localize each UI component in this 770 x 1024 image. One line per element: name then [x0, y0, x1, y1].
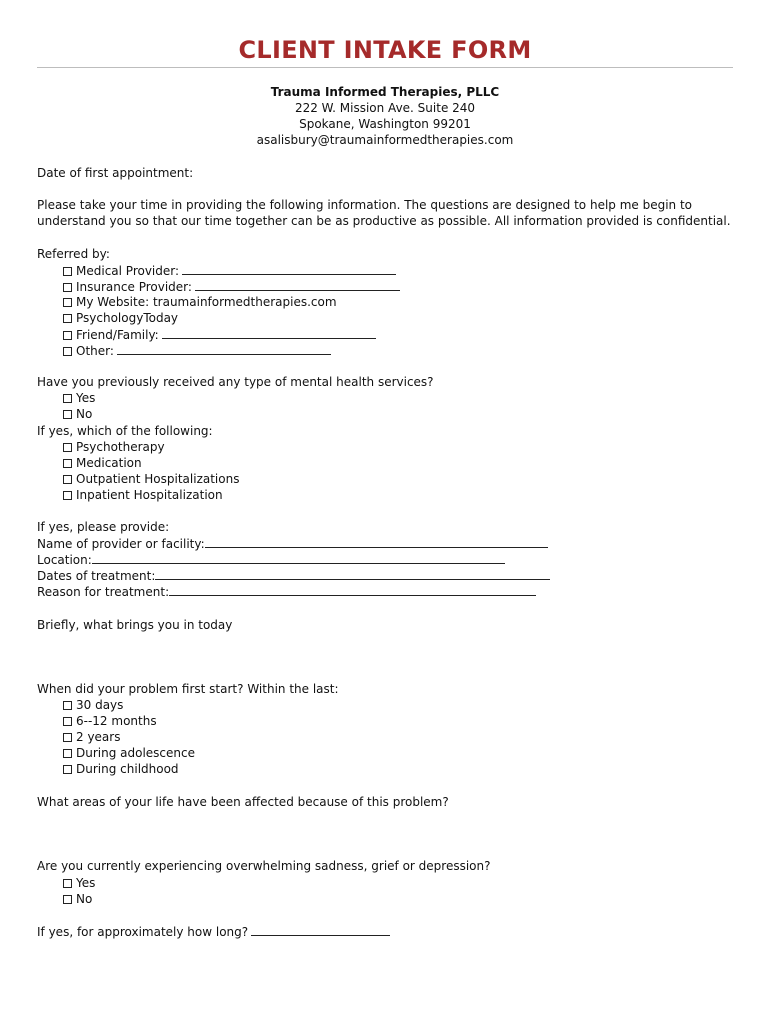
referred-option-website[interactable]: My Website: traumainformedtherapies.com: [63, 295, 337, 309]
referred-option-friend-family[interactable]: Friend/Family:: [63, 327, 376, 342]
checkbox-icon[interactable]: [63, 331, 72, 340]
practice-street: 222 W. Mission Ave. Suite 240: [294, 101, 476, 115]
checkbox-icon[interactable]: [63, 394, 72, 403]
problem-start-adolescence[interactable]: During adolescence: [63, 746, 195, 760]
practice-email: asalisbury@traumainformedtherapies.com: [256, 133, 514, 147]
dates-of-treatment-field[interactable]: Dates of treatment:: [37, 568, 550, 583]
reason-for-treatment-field[interactable]: Reason for treatment:: [37, 584, 536, 599]
checkbox-icon[interactable]: [63, 347, 72, 356]
sadness-yes[interactable]: Yes: [63, 876, 95, 890]
prior-services-no[interactable]: No: [63, 407, 92, 421]
provider-info-label: If yes, please provide:: [37, 520, 170, 534]
referred-option-medical-provider[interactable]: Medical Provider:: [63, 263, 396, 278]
checkbox-icon[interactable]: [63, 443, 72, 452]
checkbox-icon[interactable]: [63, 298, 72, 307]
referred-by-label: Referred by:: [37, 247, 110, 261]
provider-name-field[interactable]: Name of provider or facility:: [37, 536, 548, 551]
checkbox-icon[interactable]: [63, 314, 72, 323]
checkbox-icon[interactable]: [63, 491, 72, 500]
problem-start-childhood[interactable]: During childhood: [63, 762, 179, 776]
referred-option-psychologytoday[interactable]: PsychologyToday: [63, 311, 178, 325]
referred-option-other[interactable]: Other:: [63, 343, 331, 358]
insurance-provider-blank[interactable]: [195, 279, 400, 291]
checkbox-icon[interactable]: [63, 765, 72, 774]
checkbox-icon[interactable]: [63, 879, 72, 888]
location-field[interactable]: Location:: [37, 552, 505, 567]
medical-provider-blank[interactable]: [182, 263, 396, 275]
friend-family-blank[interactable]: [162, 327, 376, 339]
prior-services-question: Have you previously received any type of mental health services?: [37, 375, 434, 389]
problem-start-question: When did your problem first start? Within the last:: [37, 682, 339, 696]
brings-you-question: Briefly, what brings you in today: [37, 618, 233, 632]
areas-affected-question: What areas of your life have been affected because of this problem?: [37, 795, 449, 809]
sadness-question: Are you currently experiencing overwhelming sadness, grief or depression?: [37, 859, 491, 873]
service-type-psychotherapy[interactable]: Psychotherapy: [63, 440, 165, 454]
checkbox-icon[interactable]: [63, 895, 72, 904]
service-type-outpatient[interactable]: Outpatient Hospitalizations: [63, 472, 239, 486]
form-title: CLIENT INTAKE FORM: [238, 36, 532, 64]
checkbox-icon[interactable]: [63, 749, 72, 758]
intro-line-2: understand you so that our time together can be as productive as possible. All information provided is confidential.: [37, 214, 731, 228]
referred-option-insurance-provider[interactable]: Insurance Provider:: [63, 279, 400, 294]
intro-line-1: Please take your time in providing the following information. The questions are designed to help me begin to: [37, 198, 693, 212]
other-blank[interactable]: [117, 343, 331, 355]
sadness-duration-blank[interactable]: [251, 924, 390, 936]
location-blank[interactable]: [92, 552, 505, 564]
dates-of-treatment-blank[interactable]: [155, 568, 550, 580]
checkbox-icon[interactable]: [63, 410, 72, 419]
practice-city: Spokane, Washington 99201: [299, 117, 471, 131]
problem-start-6-12-months[interactable]: 6--12 months: [63, 714, 157, 728]
date-of-first-appointment-label: Date of first appointment:: [37, 166, 194, 180]
checkbox-icon[interactable]: [63, 459, 72, 468]
problem-start-2-years[interactable]: 2 years: [63, 730, 120, 744]
checkbox-icon[interactable]: [63, 475, 72, 484]
service-type-inpatient[interactable]: Inpatient Hospitalization: [63, 488, 223, 502]
problem-start-30-days[interactable]: 30 days: [63, 698, 123, 712]
title-divider: [37, 67, 733, 68]
reason-for-treatment-blank[interactable]: [169, 584, 536, 596]
sadness-duration-field[interactable]: If yes, for approximately how long?: [37, 924, 390, 939]
practice-name: Trauma Informed Therapies, PLLC: [270, 85, 500, 99]
checkbox-icon[interactable]: [63, 283, 72, 292]
sadness-no[interactable]: No: [63, 892, 92, 906]
checkbox-icon[interactable]: [63, 717, 72, 726]
provider-name-blank[interactable]: [205, 536, 548, 548]
checkbox-icon[interactable]: [63, 733, 72, 742]
prior-services-followup: If yes, which of the following:: [37, 424, 213, 438]
service-type-medication[interactable]: Medication: [63, 456, 142, 470]
checkbox-icon[interactable]: [63, 701, 72, 710]
checkbox-icon[interactable]: [63, 267, 72, 276]
prior-services-yes[interactable]: Yes: [63, 391, 95, 405]
